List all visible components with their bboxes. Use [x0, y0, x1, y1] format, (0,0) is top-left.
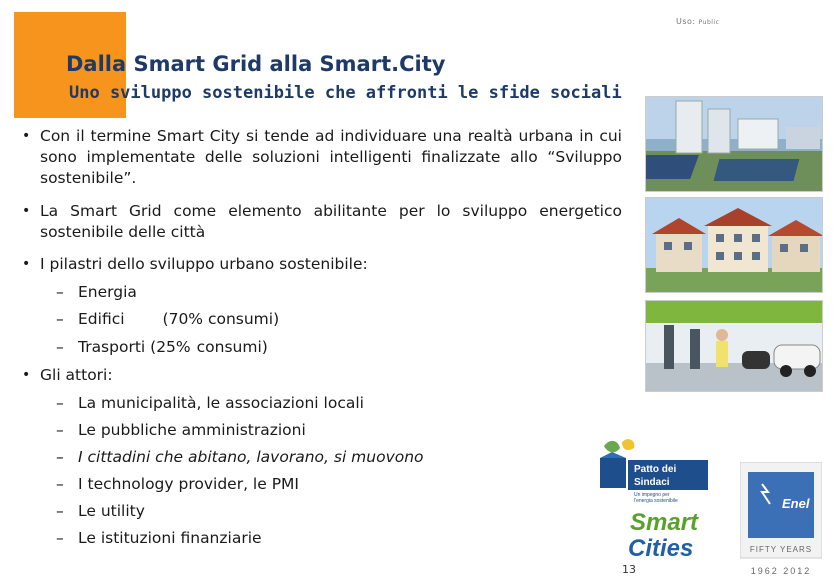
actor-item: – I cittadini che abitano, lavorano, si muovono — [22, 447, 622, 468]
pillar-item-edifici — [22, 309, 622, 330]
page-number: 13 — [622, 563, 636, 576]
pillar-item-trasporti-label: Trasporti (25% — [78, 338, 191, 356]
photo-solar-city — [645, 96, 823, 192]
patto-tagline1: Un impegno per — [634, 492, 670, 498]
actor-item: – Le utility — [22, 501, 622, 522]
pillar-item-edifici-share: (70% consumi) — [162, 310, 280, 328]
usage-label: Uso: — [676, 17, 696, 26]
pillar-item-edifici-label: Edifici — [78, 310, 125, 328]
bullet-actors: • Gli attori: — [22, 365, 622, 386]
usage-classification — [676, 17, 719, 26]
pillar-item-trasporti-share: consumi) — [196, 338, 268, 356]
smart-cities-logo — [626, 506, 722, 560]
bullet-smart-grid: • La Smart Grid come elemento abilitante per lo sviluppo energetico sostenibile delle città — [22, 201, 622, 243]
patto-tagline2: l'energia sostenibile — [634, 498, 678, 504]
actor-item: – La municipalità, le associazioni locali — [22, 393, 622, 414]
usage-value: Public — [698, 19, 720, 26]
bullet-pillars: • I pilastri dello sviluppo urbano sostenibile: — [22, 254, 622, 275]
smart-word: Smart — [630, 509, 699, 536]
actor-item: – Le istituzioni finanziarie — [22, 528, 622, 549]
slide-content — [22, 126, 622, 549]
slide-subtitle: Uno sviluppo sostenibile che affronti le sfide sociali — [69, 83, 622, 103]
pillar-item-trasporti — [22, 337, 622, 358]
enel-fifty-years-logo — [740, 462, 822, 578]
enel-years: FIFTY YEARS — [749, 545, 813, 554]
pillar-item-energia: – Energia — [22, 282, 622, 303]
slide-title: Dalla Smart Grid alla Smart.City — [66, 52, 446, 76]
actor-item: – I technology provider, le PMI — [22, 474, 622, 495]
cities-word: Cities — [628, 535, 694, 560]
photo-residential-buildings — [645, 197, 823, 293]
patto-line1: Patto dei — [634, 464, 677, 475]
enel-dates: 1962 2012 — [750, 566, 812, 576]
patto-line2: Sindaci — [634, 477, 670, 488]
enel-word: Enel — [782, 496, 810, 511]
photo-electric-mobility — [645, 300, 823, 392]
patto-dei-sindaci-logo — [596, 438, 708, 504]
actor-item: – Le pubbliche amministrazioni — [22, 420, 622, 441]
bullet-smart-city-definition: • Con il termine Smart City si tende ad individuare una realtà urbana in cui sono implementate delle soluzioni intelligenti finalizzate allo “Sviluppo sostenibile”. — [22, 126, 622, 189]
